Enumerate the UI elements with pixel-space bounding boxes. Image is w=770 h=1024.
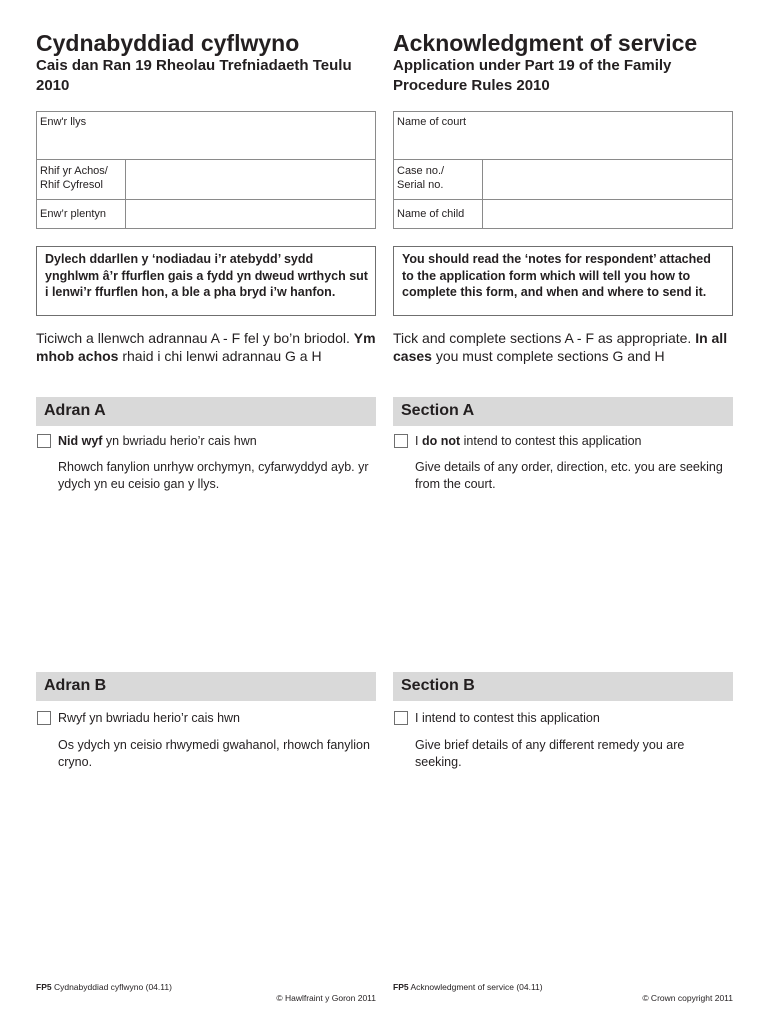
welsh-instructions-bold: Ym mhob achos [36, 330, 376, 364]
english-section-a-details: Give details of any order, direction, etc. you are seeking from the court. [415, 460, 723, 491]
welsh-court-input[interactable] [40, 132, 372, 156]
english-instructions-bold: In all cases [393, 330, 728, 364]
welsh-section-b-details: Os ydych yn ceisio rhwymedi gwahanol, rhowch fanylion cryno. [58, 738, 370, 769]
english-instructions-text-1: Tick and complete sections A - F as appropriate. [393, 330, 696, 346]
english-instructions-text-2: you must complete sections G and H [431, 347, 665, 364]
english-form-subtitle: Application under Part 19 of the Family Procedure Rules 2010 [393, 57, 672, 94]
welsh-child-label: Enw’r plentyn [40, 208, 107, 220]
welsh-court-label: Enw'r llys [40, 116, 87, 128]
welsh-section-a-check-text: yn bwriadu herio’r cais hwn [102, 434, 257, 448]
welsh-footer-code: FP5 [36, 982, 52, 992]
english-child-label: Name of child [397, 208, 465, 220]
welsh-section-a-check-label [58, 434, 257, 449]
english-section-a-check-bold: do not [421, 434, 461, 448]
english-section-b-title: Section B [401, 677, 475, 694]
welsh-details-table [36, 111, 376, 229]
english-section-a-title: Section A [401, 402, 475, 419]
english-case-row [394, 160, 732, 200]
english-details-table [393, 111, 733, 229]
english-section-a-check-row [393, 434, 733, 452]
welsh-instructions-text-2: rhaid i chi lenwi adrannau G a H [118, 347, 322, 364]
english-section-b-checkbox[interactable] [394, 711, 408, 725]
welsh-notice-box: Dylech ddarllen y ‘nodiadau i’r atebydd’ sydd ynghlwm â’r ffurflen gais a fydd yn dweud wrthych sut i lenwi’r ffurflen hon, a ble a pha bryd i’w hanfon. [36, 246, 376, 316]
english-instructions [393, 330, 738, 365]
welsh-child-row [37, 200, 375, 228]
english-form-title: Acknowledgment of service [393, 30, 698, 56]
english-case-label-line2: Serial no. [397, 179, 444, 191]
english-section-b-check-row [393, 711, 733, 729]
welsh-section-b-check-row [36, 711, 376, 729]
welsh-case-label-line1: Rhif yr Achos/ [40, 165, 108, 177]
welsh-form-subtitle: Cais dan Ran 19 Rheolau Trefniadaeth Teulu 2010 [36, 57, 352, 94]
english-court-label: Name of court [397, 116, 467, 128]
english-footer-code: FP5 [393, 982, 409, 992]
welsh-section-b-title: Adran B [44, 677, 107, 694]
english-section-b-check-label: I intend to contest this application [415, 711, 600, 725]
welsh-section-a-check-bold: Nid wyf [58, 434, 103, 448]
welsh-court-row [37, 112, 375, 160]
english-section-a-check-text: intend to contest this application [460, 434, 642, 448]
welsh-form-title: Cydnabyddiad cyflwyno [36, 30, 300, 56]
english-footer-form-code [393, 982, 543, 992]
english-section-a-check-label [415, 434, 642, 449]
english-case-label-line1: Case no./ [397, 165, 445, 177]
welsh-case-label [40, 164, 108, 192]
welsh-instructions-text-1: Ticiwch a llenwch adrannau A - F fel y bo’n briodol. [36, 330, 354, 346]
welsh-case-row [37, 160, 375, 200]
welsh-footer-form-code [36, 982, 172, 992]
welsh-section-a-checkbox[interactable] [37, 434, 51, 448]
welsh-section-a-details: Rhowch fanylion unrhyw orchymyn, cyfarwyddyd ayb. yr ydych yn eu ceisio gan y llys. [58, 460, 369, 491]
welsh-footer-copyright: © Hawlfraint y Goron 2011 [276, 993, 376, 1003]
welsh-footer-form-name: Cydnabyddiad cyflwyno (04.11) [51, 982, 172, 992]
english-footer-form-name: Acknowledgment of service (04.11) [408, 982, 543, 992]
english-section-a-header [393, 397, 733, 426]
welsh-section-a-check-row [36, 434, 376, 452]
english-child-row [394, 200, 732, 228]
english-case-input[interactable] [482, 160, 732, 199]
english-court-input[interactable] [397, 132, 729, 156]
welsh-child-input[interactable] [125, 200, 375, 228]
welsh-section-a-header [36, 397, 376, 426]
english-notice-box: You should read the ‘notes for respondent’ attached to the application form which will tell you how to complete this form, and when and where to send it. [393, 246, 733, 316]
english-court-row [394, 112, 732, 160]
welsh-instructions [36, 330, 381, 365]
english-section-a-check-pre: I [415, 434, 422, 448]
welsh-section-b-checkbox[interactable] [37, 711, 51, 725]
welsh-section-a-title: Adran A [44, 402, 106, 419]
english-footer-copyright: © Crown copyright 2011 [642, 993, 733, 1003]
welsh-case-input[interactable] [125, 160, 375, 199]
welsh-case-label-line2: Rhif Cyfresol [40, 179, 103, 191]
welsh-section-b-check-label: Rwyf yn bwriadu herio’r cais hwn [58, 711, 241, 725]
english-section-b-header [393, 672, 733, 701]
english-section-a-checkbox[interactable] [394, 434, 408, 448]
english-child-input[interactable] [482, 200, 732, 228]
english-section-b-details: Give brief details of any different remedy you are seeking. [415, 738, 685, 769]
english-case-label [397, 164, 444, 192]
welsh-section-b-header [36, 672, 376, 701]
